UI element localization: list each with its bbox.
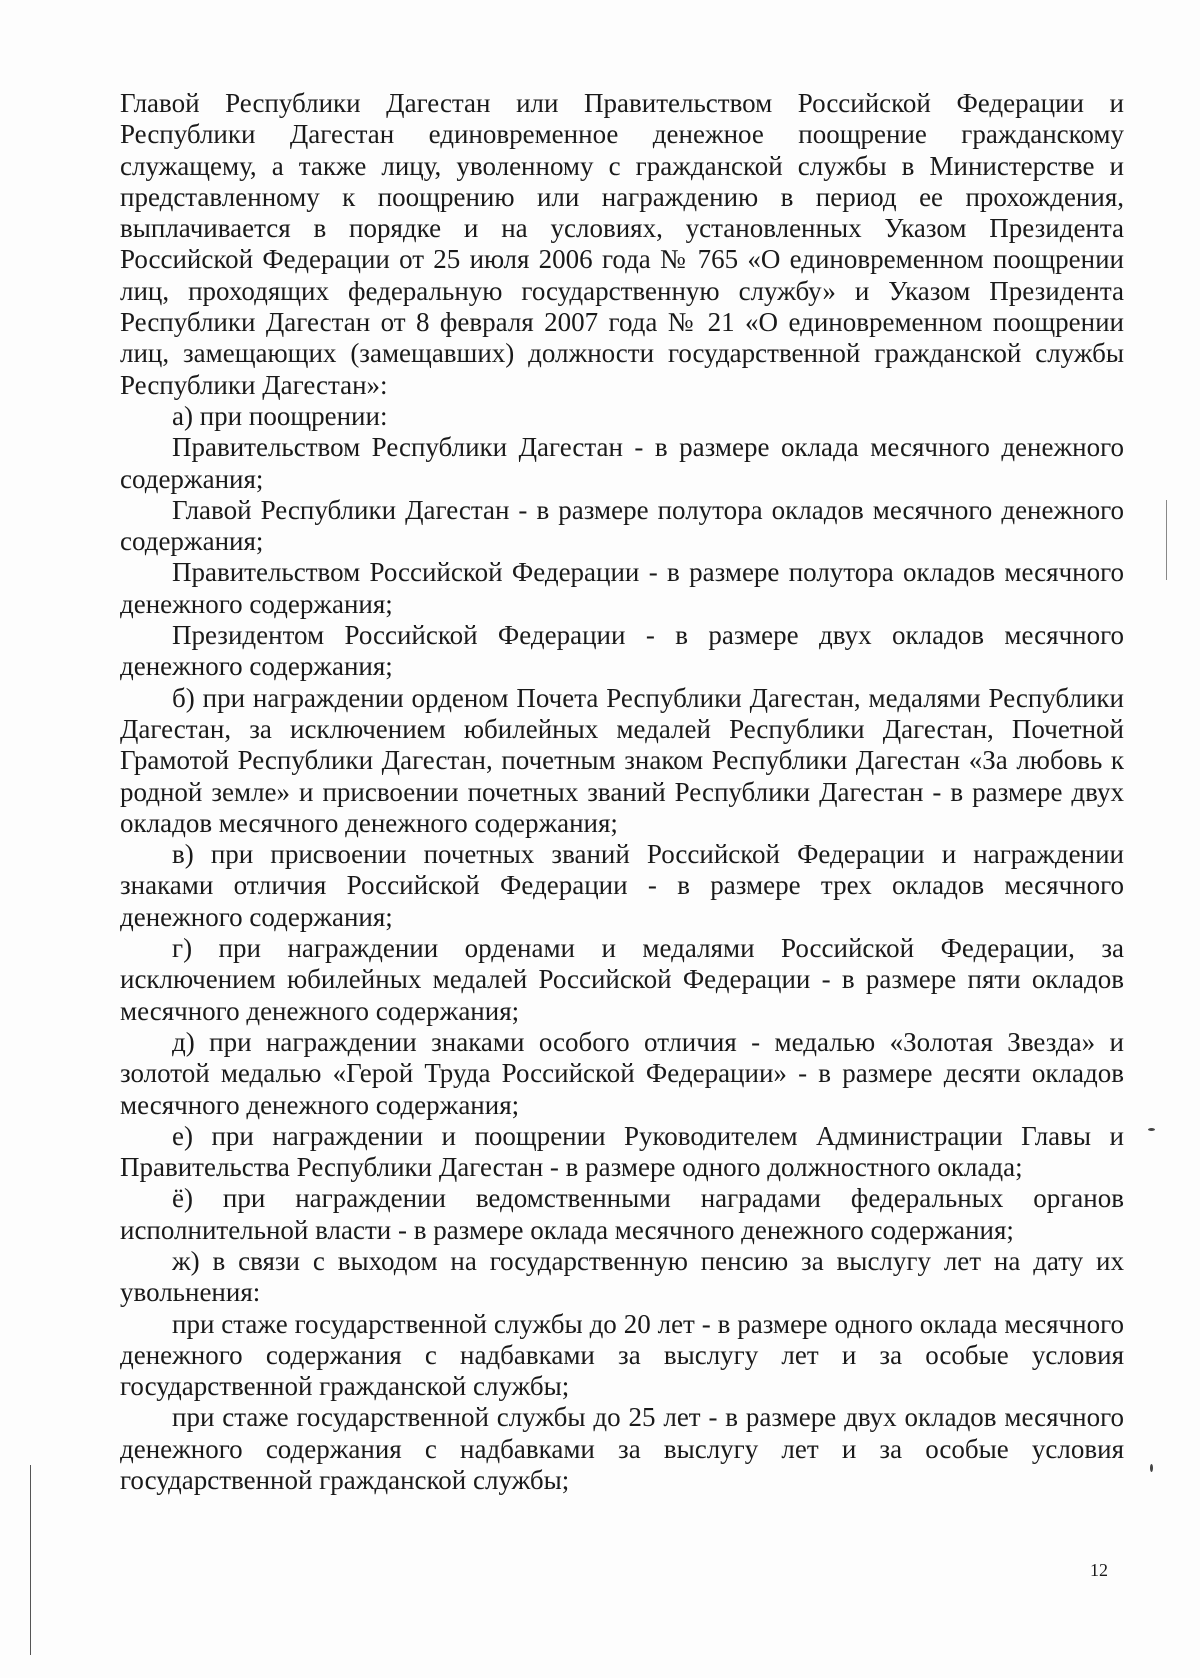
paragraph-e: е) при награждении и поощрении Руководителем Администрации Главы и Правительства Республики Дагестан - в размере одного должностного оклада; [120,1120,1124,1183]
paragraph-a-government-rd: Правительством Республики Дагестан - в размере оклада месячного денежного содержания; [120,432,1124,494]
paragraph-v: в) при присвоении почетных званий Российской Федерации и награждении знаками отличия Российской Федерации - в размере трех окладов месячного денежного содержания; [120,839,1124,932]
paragraph-zh-20-years: при стаже государственной службы до 20 лет - в размере одного оклада месячного денежного содержания с надбавками за выслугу лет и за особые условия государственной гражданской службы; [120,1308,1124,1402]
paragraph-a-head-rd: Главой Республики Дагестан - в размере полутора окладов месячного денежного содержания; [120,494,1124,557]
paragraph-g: г) при награждении орденами и медалями Российской Федерации, за исключением юбилейных медалей Российской Федерации - в размере пяти окладов месячного денежного содержания; [120,933,1124,1026]
page-number: 12 [1090,1560,1108,1580]
scan-artifact-dot [1150,1464,1153,1472]
paragraph-a-president-rf: Президентом Российской Федерации - в размере двух окладов месячного денежного содержания; [120,620,1124,682]
paragraph-yo: ё) при награждении ведомственными наградами федеральных органов исполнительной власти - в размере оклада месячного денежного содержания; [120,1183,1124,1245]
scan-artifact-left-line [30,1465,31,1655]
paragraph-zh-25-years: при стаже государственной службы до 25 лет - в размере двух окладов месячного денежного содержания с надбавками за выслугу лет и за особые условия государственной гражданской службы; [120,1402,1124,1496]
scan-artifact-dot [1148,1128,1155,1131]
paragraph-b: б) при награждении орденом Почета Республики Дагестан, медалями Республики Дагестан, за исключением юбилейных медалей Республики Дагестан, Почетной Грамотой Республики Дагестан, почетным знаком Республики Дагестан «За любовь к родной земле» и присвоении почетных званий Республики Дагестан - в размере двух окладов месячного денежного содержания; [120,682,1124,838]
paragraph-zh: ж) в связи с выходом на государственную пенсию за выслугу лет на дату их увольнения: [120,1245,1124,1308]
paragraph-a-government-rf: Правительством Российской Федерации - в размере полутора окладов месячного денежного содержания; [120,557,1124,619]
paragraph-a-heading: а) при поощрении: [172,400,388,431]
paragraph-intro: Главой Республики Дагестан или Правительством Российской Федерации и Республики Дагестан единовременное денежное поощрение гражданскому служащему, а также лицу, уволенному с гражданской службы в Министерстве и представленному к поощрению или награждению в период ее прохождения, выплачивается в порядке и на условиях, установленных Указом Президента Российской Федерации от 25 июля 2006 года № 765 «О единовременном поощрении лиц, проходящих федеральную государственную службу» и Указом Президента Республики Дагестан от 8 февраля 2007 года № 21 «О единовременном поощрении лиц, замещающих (замещавших) должности государственной гражданской службы Республики Дагестан»: [120,88,1124,400]
scan-artifact-right-line [1166,500,1167,580]
paragraph-d: д) при награждении знаками особого отличия - медалью «Золотая Звезда» и золотой медалью «Герой Труда Российской Федерации» - в размере десяти окладов месячного денежного содержания; [120,1026,1124,1120]
document-body [120,88,1124,1496]
